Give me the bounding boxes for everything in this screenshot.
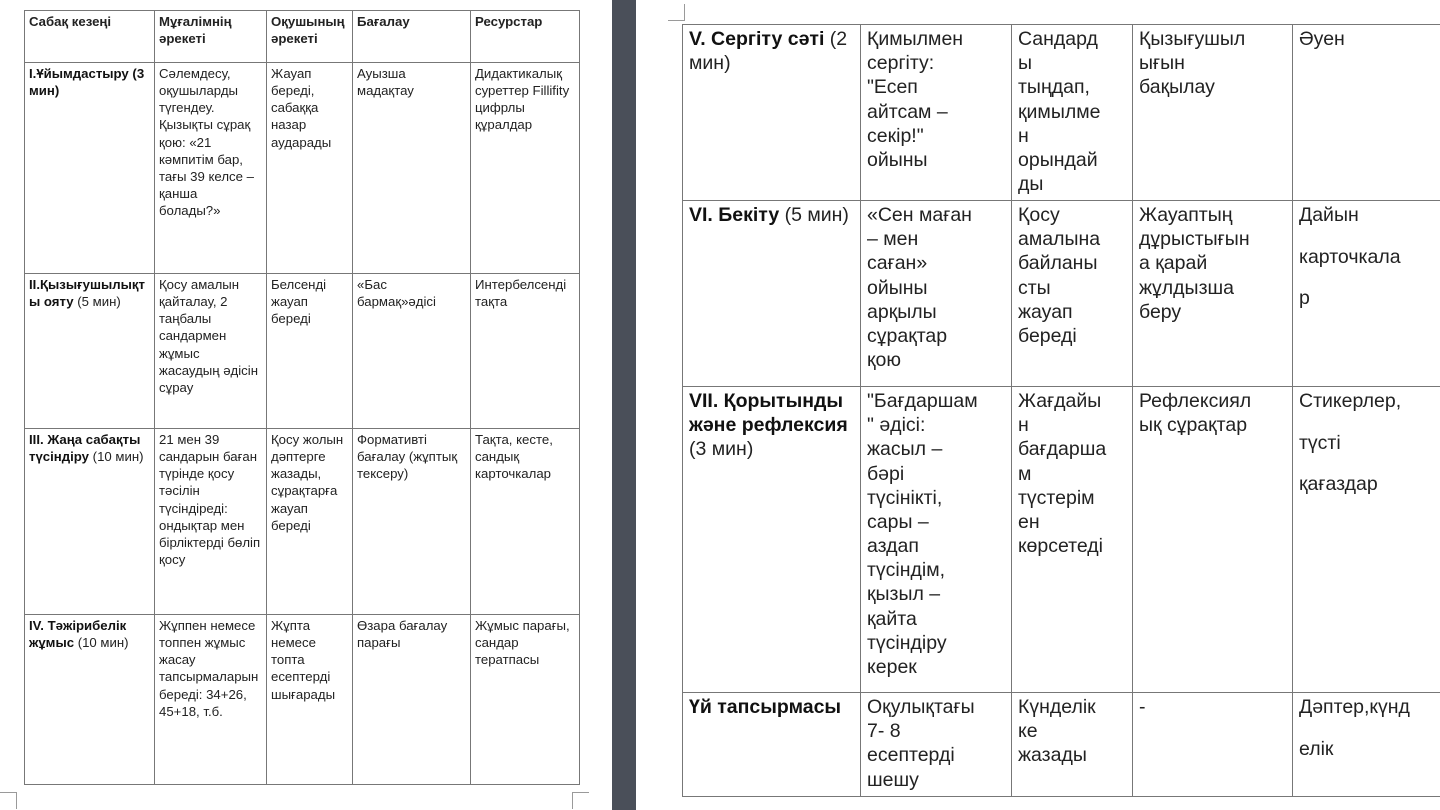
resources-cell: Тақта, кесте, сандық карточкалар — [471, 429, 580, 615]
cell-line: м — [1018, 462, 1032, 485]
header-cell: Оқушының әрекеті — [267, 11, 353, 63]
cell-line: бәрі — [867, 462, 905, 485]
cell-line: қайта — [867, 607, 917, 630]
cell-line: береді — [1018, 324, 1077, 347]
cell-line: бақылау — [1139, 76, 1215, 99]
stage-cell — [25, 63, 155, 274]
table-row — [25, 615, 580, 785]
cell-line: Қосу — [1018, 204, 1060, 226]
document-page-left — [0, 0, 612, 810]
student-action-cell — [1012, 25, 1133, 201]
cell-line: айтсам – — [867, 100, 948, 123]
assessment-cell: «Бас бармақ»әдісі — [353, 274, 471, 429]
cell-line: Дәптер,күнд — [1299, 696, 1410, 718]
teacher-action-cell: Жұппен немесе топпен жұмыс жасау тапсырмаларын береді: 34+26, 45+18, т.б. — [155, 615, 267, 785]
table-row — [25, 274, 580, 429]
resources-cell — [1293, 201, 1440, 387]
cell-line: " әдісі: — [867, 414, 926, 437]
cell-line: Әуен — [1299, 28, 1345, 50]
student-action-cell — [1012, 693, 1133, 797]
cell-line: шешу — [867, 768, 919, 791]
student-action-cell: Қосу жолын дәптерге жазады, сұрақтарға жауап береді — [267, 429, 353, 615]
cell-line: ы — [1018, 52, 1033, 75]
cell-line: секір!" — [867, 124, 924, 147]
cell-line: дұрыстығын — [1139, 228, 1250, 251]
resources-cell — [1293, 387, 1440, 693]
stage-title: III. Жаңа сабақты түсіндіру — [29, 432, 141, 465]
cell-line: ке — [1018, 720, 1038, 743]
cell-line — [1299, 455, 1434, 473]
stage-duration: (3 мин) — [689, 438, 754, 461]
cell-line: сты — [1018, 276, 1051, 299]
cell-line: Дайын — [1299, 204, 1359, 226]
resources-cell: Жұмыс парағы, сандар тератпасы — [471, 615, 580, 785]
cell-line: жұлдызша — [1139, 276, 1234, 299]
header-cell: Мұғалімнің әрекеті — [155, 11, 267, 63]
cell-line: а қарай — [1139, 252, 1208, 275]
stage-title: VI. Бекіту — [689, 204, 780, 226]
table-row — [683, 25, 1440, 201]
stage-cell — [25, 429, 155, 615]
resources-cell — [1293, 693, 1440, 797]
stage-title: IV. Тәжірибелік жұмыс — [29, 618, 127, 651]
cell-line: - — [1139, 696, 1146, 718]
page-corner-mark — [668, 4, 685, 21]
cell-line: 7- 8 — [867, 720, 901, 743]
cell-line: түстерім — [1018, 486, 1095, 509]
cell-line: жасыл – — [867, 438, 943, 461]
assessment-cell — [1133, 201, 1293, 387]
cell-line: ойыны — [867, 276, 928, 299]
student-action-cell: Белсенді жауап береді — [267, 274, 353, 429]
cell-line: жауап — [1018, 300, 1073, 323]
lesson-plan-table-right — [682, 24, 1440, 797]
cell-line: Рефлексиял — [1139, 390, 1252, 412]
cell-line: есептерді — [867, 744, 955, 767]
student-action-cell: Жұпта немесе топта есептерді шығарады — [267, 615, 353, 785]
cell-line — [1299, 413, 1434, 431]
cell-line: сергіту: — [867, 52, 935, 75]
stage-duration: (2 мин) — [689, 28, 848, 75]
cell-line: Күнделік — [1018, 696, 1096, 718]
cell-line — [1299, 719, 1434, 737]
stage-title: I.Ұйымдастыру (3 мин) — [29, 66, 145, 99]
cell-line: Сандард — [1018, 28, 1098, 50]
table-header-row — [25, 11, 580, 63]
resources-cell — [1293, 25, 1440, 201]
cell-line: беру — [1139, 300, 1182, 323]
cell-line: жазады — [1018, 744, 1087, 767]
teacher-action-cell — [861, 693, 1012, 797]
table-row — [25, 63, 580, 274]
cell-line: қою — [867, 349, 902, 372]
cell-line: Оқулықтағы — [867, 696, 975, 718]
cell-line — [1299, 227, 1434, 245]
cell-line: Қимылмен — [867, 28, 964, 50]
stage-duration: (10 мин) — [89, 449, 144, 465]
stage-duration: (10 мин) — [74, 635, 129, 651]
page-corner-mark — [0, 792, 17, 809]
teacher-action-cell — [861, 201, 1012, 387]
table-row — [683, 387, 1440, 693]
stage-duration: (5 мин) — [779, 204, 849, 226]
stage-cell — [25, 274, 155, 429]
cell-line: орындай — [1018, 148, 1098, 171]
cell-line: – мен — [867, 228, 919, 251]
cell-line: карточкала — [1299, 245, 1401, 268]
cell-line: түсіндім, — [867, 559, 946, 582]
cell-line: н — [1018, 414, 1029, 437]
cell-line: "Есеп — [867, 76, 918, 99]
teacher-action-cell — [861, 387, 1012, 693]
cell-line: Қызығушыл — [1139, 28, 1246, 50]
teacher-action-cell: 21 мен 39 сандарын баған түрінде қосу тәсілін түсіндіреді: ондықтар мен бірліктерді бөліп қосу — [155, 429, 267, 615]
student-action-cell — [1012, 387, 1133, 693]
cell-line: елік — [1299, 737, 1334, 760]
stage-duration: (5 мин) — [73, 294, 121, 310]
teacher-action-cell: Сәлемдесу, оқушыларды түгендеу. Қызықты сұрақ қою: «21 кәмпитім бар, тағы 39 келсе – қанша болады?» — [155, 63, 267, 274]
stage-title: II.Қызығушылықты ояту — [29, 277, 145, 310]
cell-line: "Бағдаршам — [867, 390, 978, 412]
cell-line: «Сен маған — [867, 204, 972, 226]
resources-cell: Интербелсенді тақта — [471, 274, 580, 429]
cell-line: тыңдап, — [1018, 76, 1090, 99]
cell-line: қызыл – — [867, 583, 941, 606]
cell-line: сары – — [867, 510, 929, 533]
page-corner-mark — [572, 792, 589, 809]
cell-line: аздап — [867, 535, 919, 558]
stage-cell — [683, 25, 861, 201]
table-row — [683, 201, 1440, 387]
cell-line: р — [1299, 287, 1310, 310]
assessment-cell — [1133, 387, 1293, 693]
cell-line: түсті — [1299, 431, 1341, 454]
assessment-cell: Ауызша мадақтау — [353, 63, 471, 274]
cell-line: саған» — [867, 252, 928, 275]
cell-line: түсінікті, — [867, 486, 943, 509]
cell-line: арқылы — [867, 300, 937, 323]
assessment-cell: Өзара бағалау парағы — [353, 615, 471, 785]
cell-line: түсіндіру — [867, 631, 947, 654]
stage-cell — [683, 693, 861, 797]
cell-line: н — [1018, 124, 1029, 147]
stage-cell — [683, 387, 861, 693]
stage-title: V. Сергіту сәті — [689, 28, 825, 50]
cell-line: ық сұрақтар — [1139, 414, 1248, 437]
page-gap — [612, 0, 636, 810]
header-cell: Бағалау — [353, 11, 471, 63]
table-row — [683, 693, 1440, 797]
cell-line: көрсетеді — [1018, 535, 1104, 558]
cell-line: қағаздар — [1299, 473, 1378, 496]
cell-line: керек — [867, 655, 917, 678]
stage-title: VII. Қорытынды және рефлексия — [689, 390, 848, 437]
document-page-right — [636, 0, 1440, 810]
stage-title: Үй тапсырмасы — [689, 696, 842, 718]
cell-line: сұрақтар — [867, 324, 948, 347]
lesson-plan-table-left — [24, 10, 580, 785]
cell-line: байланы — [1018, 252, 1098, 275]
header-cell: Ресурстар — [471, 11, 580, 63]
cell-line — [1299, 269, 1434, 287]
cell-line: Жағдайы — [1018, 390, 1102, 412]
cell-line: ығын — [1139, 52, 1185, 75]
student-action-cell — [1012, 201, 1133, 387]
teacher-action-cell: Қосу амалын қайталау, 2 таңбалы сандармен жұмыс жасаудың әдісін сұрау — [155, 274, 267, 429]
cell-line: қимылме — [1018, 100, 1101, 123]
teacher-action-cell — [861, 25, 1012, 201]
cell-line: Жауаптың — [1139, 204, 1233, 226]
stage-cell — [25, 615, 155, 785]
resources-cell: Дидактикалық суреттер Fillifity цифрлы құралдар — [471, 63, 580, 274]
header-cell: Сабақ кезеңі — [25, 11, 155, 63]
cell-line: бағдарша — [1018, 438, 1107, 461]
assessment-cell: Формативті бағалау (жұптық тексеру) — [353, 429, 471, 615]
cell-line: Стикерлер, — [1299, 390, 1402, 412]
table-row — [25, 429, 580, 615]
cell-line: ды — [1018, 173, 1044, 196]
student-action-cell: Жауап береді, сабаққа назар аударады — [267, 63, 353, 274]
assessment-cell — [1133, 693, 1293, 797]
cell-line: ен — [1018, 510, 1040, 533]
cell-line: амалына — [1018, 228, 1101, 251]
cell-line: ойыны — [867, 148, 928, 171]
assessment-cell — [1133, 25, 1293, 201]
stage-cell — [683, 201, 861, 387]
